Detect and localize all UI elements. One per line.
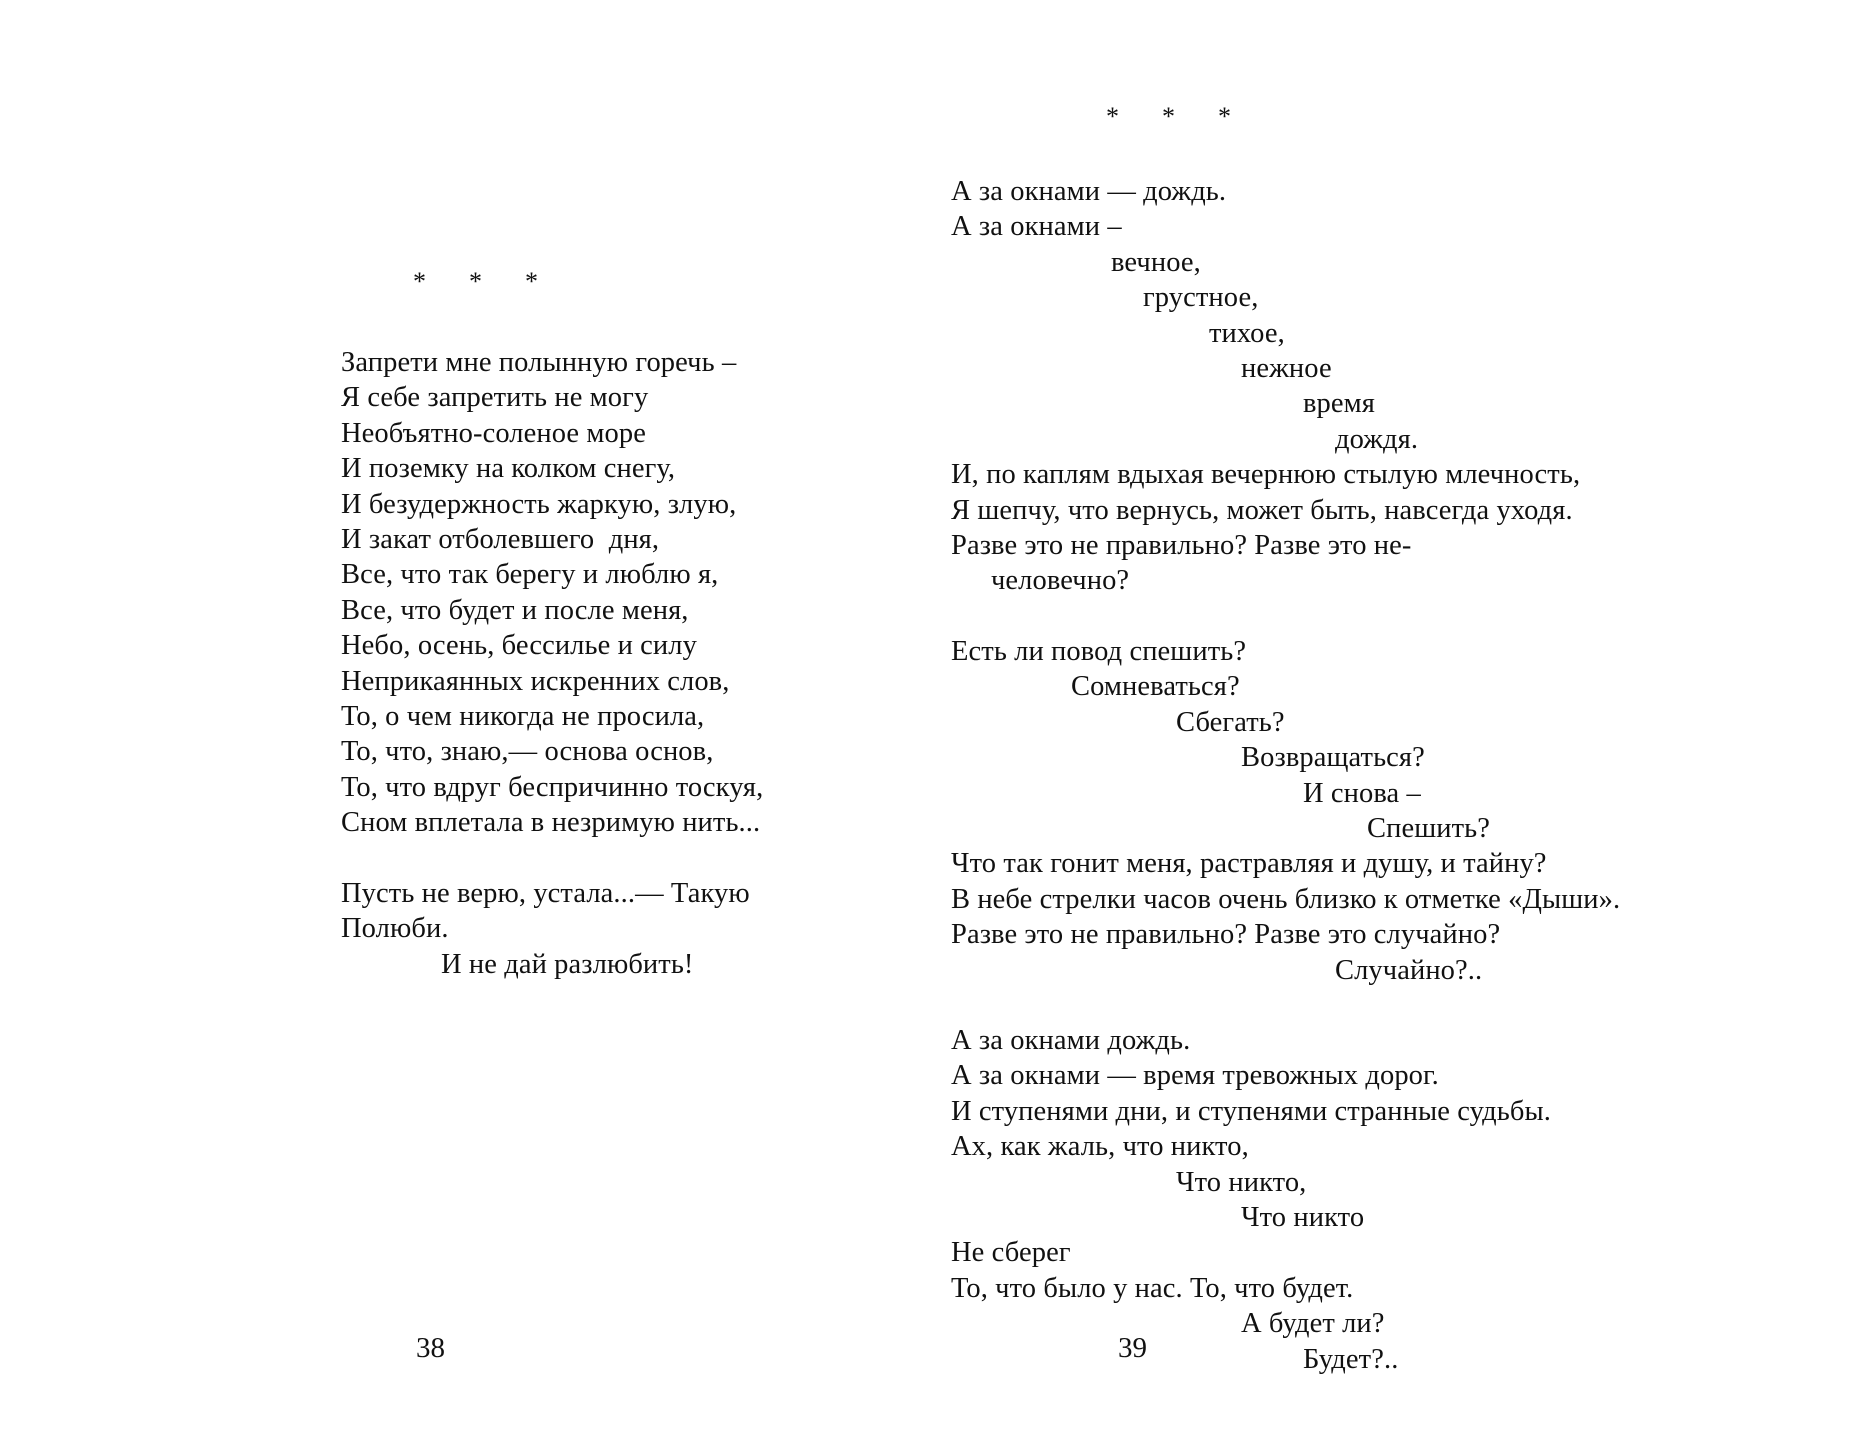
poem-line: В небе стрелки часов очень близко к отметке «Дыши». [951,883,1621,915]
poem-body [341,345,901,982]
poem-line: Что никто [1241,1201,1365,1233]
poem-line: И снова – [1303,777,1421,809]
poem-line: Все, что так берегу и люблю я, [341,559,719,591]
page-number: 39 [1118,1332,1147,1364]
page-left-text-column [341,265,901,982]
poem-line: Возвращаться? [1241,742,1425,774]
poem-line: То, о чем никогда не просила, [341,701,705,733]
poem-line: А будет ли? [1241,1308,1385,1340]
poem-line: А за окнами — время тревожных дорог. [951,1060,1439,1092]
poem-body [951,174,1741,1377]
poem-line: Небо, осень, бессилье и силу [341,630,697,662]
poem-line: Разве это не правильно? Разве это не- [951,530,1412,562]
poem-line: А за окнами дождь. [951,1024,1191,1056]
stanza [341,876,901,982]
poem-line: И безудержность жаркую, злую, [341,488,737,520]
stanza [951,634,1741,988]
poem-line: Все, что будет и после меня, [341,594,689,626]
poem-line: То, что, знаю,— основа основ, [341,736,714,768]
poem-line: время [1303,388,1376,420]
section-separator-asterisks: * * * [1106,102,1241,131]
poem-line: Я себе запретить не могу [341,382,649,414]
poem-line: Полюби. [341,913,449,945]
section-separator-asterisks: * * * [413,267,548,296]
stanza [341,345,901,841]
poem-line: Случайно?.. [1335,954,1483,986]
poem-line: дождя. [1335,423,1419,455]
page-right [935,0,1871,1455]
poem-line: Что никто, [1176,1166,1307,1198]
poem-line: Я шепчу, что вернусь, может быть, навсегда уходя. [951,494,1573,526]
poem-line: И поземку на колком снегу, [341,453,676,485]
poem-line: нежное [1241,353,1332,385]
stanza [951,1023,1741,1377]
poem-line: человечно? [991,565,1130,597]
stanza [951,174,1741,599]
page-right-text-column [951,100,1741,1377]
poem-line: Разве это не правильно? Разве это случайно? [951,919,1501,951]
poem-line: грустное, [1143,282,1259,314]
page-left [0,0,935,1455]
poem-line: Сбегать? [1176,706,1285,738]
poem-line: И ступенями дни, и ступенями странные судьбы. [951,1095,1551,1127]
poem-line: То, что было у нас. То, что будет. [951,1272,1354,1304]
poem-line: Необъятно-соленое море [341,417,646,449]
poem-line: Что так гонит меня, растравляя и душу, и тайну? [951,848,1547,880]
page-number: 38 [416,1332,445,1364]
poem-line: Не сберег [951,1237,1071,1269]
poem-line: тихое, [1209,317,1285,349]
poem-line: вечное, [1111,246,1201,278]
poem-line: Запрети мне полынную горечь – [341,347,737,378]
poem-line: А за окнами — дождь. [951,176,1227,207]
poem-line: Сном вплетала в незримую нить... [341,807,761,839]
poem-line: Спешить? [1367,812,1491,844]
poem-line: И, по каплям вдыхая вечернюю стылую млечность, [951,459,1581,491]
poem-line: Сомневаться? [1071,671,1240,703]
poem-line: То, что вдруг беспричинно тоскуя, [341,771,764,803]
poem-line: Есть ли повод спешить? [951,635,1247,667]
poem-line: И закат отболевшего дня, [341,524,660,556]
poem-line: Ах, как жаль, что никто, [951,1131,1249,1163]
poem-line: Неприкаянных искренних слов, [341,665,730,697]
poem-line: И не дай разлюбить! [441,948,694,980]
poem-line: Пусть не верю, устала...— Такую [341,877,750,909]
poem-line: Будет?.. [1303,1343,1399,1375]
poem-line: А за окнами – [951,211,1122,243]
